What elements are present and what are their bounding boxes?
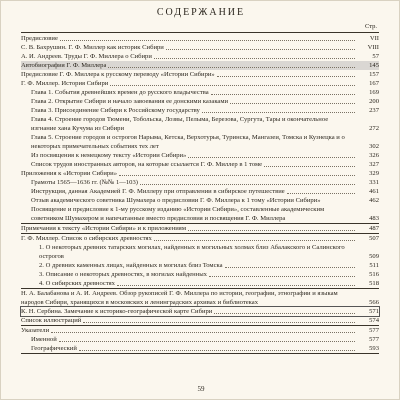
toc-entry-page: 593: [369, 345, 379, 352]
dot-leader: [188, 157, 355, 158]
toc-entry-title: Глава 3. Присоединение Сибири к Российскому государству: [31, 107, 200, 114]
toc-entry-title: Именной: [31, 336, 57, 343]
toc-entry[interactable]: [21, 151, 379, 160]
dot-leader: [79, 350, 355, 351]
toc-entry-title: Предисловие: [21, 35, 58, 42]
toc-entry[interactable]: [21, 52, 379, 61]
toc-entry-title: Отзыв академического советника Шумахера о предисловии Г. Ф. Миллера к 1 тому «Истории Сибири»: [31, 197, 321, 204]
toc-entry-title: 2. О древних каменных лицах, найденных в могилах близ Томска: [39, 262, 223, 269]
toc-entry-page: 483: [369, 215, 379, 222]
toc-entry-page: 461: [369, 188, 379, 195]
toc-entry-page: 200: [369, 98, 379, 105]
toc-entry-title: Географический: [31, 345, 77, 352]
toc-entry-page: 272: [369, 125, 379, 132]
toc-entry-page: 57: [372, 53, 379, 60]
toc-entry-title: С. В. Бахрушин. Г. Ф. Миллер как историк Сибири: [21, 44, 164, 51]
toc-entry-page: VIII: [367, 44, 379, 51]
toc-entry-page: 516: [369, 271, 379, 278]
toc-entry[interactable]: [21, 160, 379, 169]
toc-entry-page: VII: [369, 35, 379, 42]
dot-leader: [230, 103, 355, 104]
toc-entry-title: Из посвящения к немецкому тексту «Истории Сибири»: [31, 152, 187, 159]
page-number: 59: [197, 385, 205, 393]
toc-entry[interactable]: [21, 34, 379, 43]
dot-leader: [166, 49, 355, 50]
toc-entry-title: Глава 4. Строение городов Тюмени, Тобольска, Лозвы, Пелыма, Березова, Сургута, Тары и окончательное изгнание хана Кучума из Сибири: [31, 116, 329, 132]
toc-entry-title: Приложения к «Истории Сибири»: [21, 170, 118, 177]
toc-entry-page: 169: [369, 89, 379, 96]
toc-entry[interactable]: [21, 316, 379, 325]
toc-entry[interactable]: [21, 325, 379, 335]
toc-entry-title: 4. О сибирских древностях: [39, 280, 115, 287]
toc-entry[interactable]: [21, 106, 379, 115]
toc-entry[interactable]: [21, 205, 379, 223]
toc-entry-page: 509: [369, 253, 379, 260]
toc-entry-page: 326: [369, 152, 379, 159]
toc-entry-page: 329: [369, 170, 379, 177]
dot-leader: [154, 58, 355, 59]
toc-entry-page: 507: [369, 235, 379, 242]
toc-entry[interactable]: [21, 344, 379, 354]
dot-leader: [225, 267, 355, 268]
toc-entry-title: Н. А. Балабанова и А. И. Андреев. Обзор рукописей Г. Ф. Миллера по истории, географии, этнографии и языкам народов Сибири, хранящихся в московских и ленинградских архивах и библиотеках: [21, 290, 338, 306]
toc-entry-page: 487: [369, 225, 379, 232]
toc-entry-title: К. Н. Сербина. Замечание к историко-географической карте Сибири: [21, 308, 213, 315]
toc-entry-page: 302: [369, 143, 379, 150]
toc-entry-title: А. И. Андреев. Труды Г. Ф. Миллера о Сибири: [21, 53, 152, 60]
toc-entry-title: Инструкция, данная Академией Г. Ф. Миллеру при отправлении в сибирское путешествие: [31, 188, 285, 195]
top-rule: [21, 32, 379, 33]
toc-entry-title: Глава 2. Открытие Сибири и начало завоевания ее донскими казаками: [31, 98, 229, 105]
dot-leader: [83, 322, 355, 323]
toc-entry-page: 462: [369, 197, 379, 204]
toc-entry-page: 574: [369, 317, 379, 324]
toc-entry-page: 167: [369, 80, 379, 87]
toc-entry-title: Список иллюстраций: [21, 317, 82, 324]
dot-leader: [51, 332, 355, 333]
toc-entry[interactable]: [21, 169, 379, 178]
dot-leader: [60, 40, 355, 41]
dot-leader: [59, 341, 355, 342]
toc-entry[interactable]: [21, 279, 379, 288]
toc-entry[interactable]: [21, 243, 379, 261]
toc-entry[interactable]: [21, 115, 379, 133]
toc-entry[interactable]: [21, 43, 379, 52]
toc-entry-page: 511: [369, 262, 379, 269]
toc-entry-page: 571: [369, 308, 379, 315]
toc-entry-title: Г. Ф. Миллер. Список о сибирских древностях: [21, 235, 152, 242]
toc-entry-page: 331: [369, 179, 379, 186]
toc-entry[interactable]: [21, 178, 379, 187]
toc-entry[interactable]: [21, 261, 379, 270]
toc-entry-page: 577: [369, 336, 379, 343]
dot-leader: [140, 184, 355, 185]
dot-leader: [117, 285, 355, 286]
toc-entry[interactable]: [21, 233, 379, 243]
toc-entry-title: 3. Описание о некоторых древностях, в могилах найденных: [39, 271, 207, 278]
toc-entry[interactable]: [21, 61, 379, 70]
toc-entry[interactable]: [21, 133, 379, 151]
toc-entry-title: Список трудов иностранных авторов, на которые ссылается Г. Ф. Миллер в 1 томе: [31, 161, 263, 168]
dot-leader: [188, 230, 355, 231]
toc-entry[interactable]: [21, 307, 379, 316]
toc-entry[interactable]: [21, 70, 379, 79]
table-of-contents: [21, 34, 379, 354]
toc-entry[interactable]: [21, 196, 379, 205]
dot-leader: [214, 313, 355, 314]
toc-entry-page: 157: [369, 71, 379, 78]
toc-entry-page: 327: [369, 161, 379, 168]
page-title: СОДЕРЖАНИЕ: [156, 7, 246, 18]
toc-entry-title: Указатели: [21, 327, 50, 334]
toc-entry[interactable]: [21, 97, 379, 106]
toc-entry-page: 577: [369, 327, 379, 334]
dot-leader: [287, 193, 355, 194]
toc-entry-title: 1. О некоторых древних татарских могилах, найденных в могильных холмах близ Абалакского и Салинского острогов: [39, 244, 345, 260]
toc-entry-title: Грамоты 1565—1636 гг. (№№ 1—103): [31, 179, 138, 186]
dot-leader: [264, 166, 355, 167]
toc-entry-page: 145: [369, 62, 379, 69]
toc-entry[interactable]: [21, 79, 379, 88]
toc-entry-page: 237: [369, 107, 379, 114]
toc-entry-page: 518: [369, 280, 379, 287]
toc-entry-title: Г. Ф. Миллер. История Сибири: [21, 80, 109, 87]
dot-leader: [209, 276, 355, 277]
toc-entry-title: Глава 1. События древнейших времен до русского владычества: [31, 89, 209, 96]
toc-entry-title: Предисловие Г. Ф. Миллера к русскому переводу «Истории Сибири»: [21, 71, 215, 78]
dot-leader: [108, 67, 355, 68]
page-column-label: Стр.: [364, 23, 377, 30]
dot-leader: [154, 240, 355, 241]
toc-entry[interactable]: [21, 223, 379, 233]
toc-entry-title: Автобиография Г. Ф. Миллера: [21, 62, 107, 69]
toc-entry[interactable]: [21, 270, 379, 279]
dot-leader: [110, 85, 355, 86]
toc-entry[interactable]: [21, 187, 379, 196]
dot-leader: [119, 175, 355, 176]
toc-entry-title: Посвящение и предисловие к 1-му русскому изданию «Истории Сибири», составленные академическим советником Шумахером и напечатанные вместо предисловия и посвящения Г. Ф. Миллера: [31, 206, 325, 222]
toc-entry-page: 566: [369, 299, 379, 306]
toc-entry-title: Примечания к тексту «Истории Сибири» и к приложениям: [21, 225, 186, 232]
dot-leader: [202, 112, 355, 113]
toc-entry[interactable]: [21, 88, 379, 97]
toc-entry[interactable]: [21, 288, 379, 307]
dot-leader: [217, 76, 355, 77]
dot-leader: [211, 94, 355, 95]
toc-entry[interactable]: [21, 335, 379, 344]
toc-entry-title: Глава 5. Строение городов и острогов Нарыма, Кетска, Верхотурья, Туринска, Мангазеи, Томска и Кузнецка и о некоторых примечательных событиях тех лет: [31, 134, 345, 150]
